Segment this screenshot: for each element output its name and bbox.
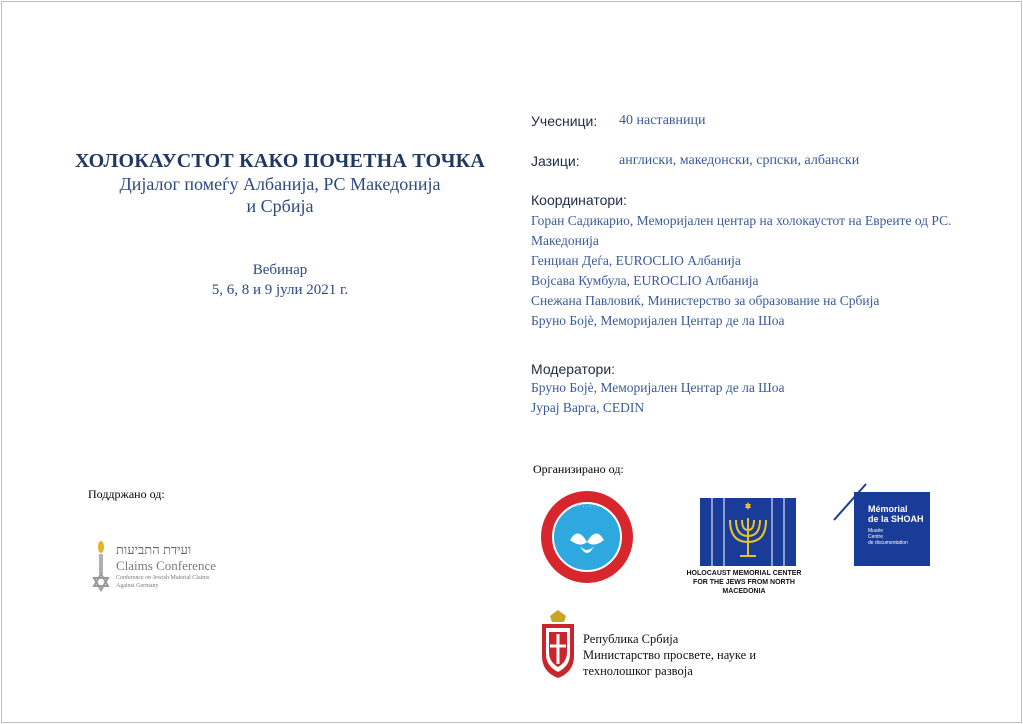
candle-star-icon (90, 540, 112, 596)
claims-name: Claims Conference (116, 558, 216, 573)
languages-row (531, 153, 860, 171)
doves-association-logo (540, 490, 634, 584)
coordinators-label: Координатори: (531, 192, 627, 208)
supported-by-label: Поддржано од: (88, 487, 165, 501)
memorial-line-4: Centre (868, 534, 884, 540)
claims-sub1: Conference on Jewish Material Claims (116, 575, 210, 581)
serbia-line-3: технолошког развоја (583, 664, 693, 678)
subtitle-line-2: и Србија (246, 196, 314, 216)
moderators-label: Модератори: (531, 361, 616, 377)
list-item: Снежана Павловиќ, Министерство за образование на Србија (531, 293, 880, 308)
memorial-line-5: de documentation (868, 540, 908, 546)
memorial-shoah-logo (854, 492, 930, 566)
memorial-line-2: de la SHOAH (868, 514, 924, 524)
event-block (160, 260, 400, 300)
event-type: Вебинар (252, 262, 308, 278)
claims-conference-logo (90, 540, 230, 600)
list-item: Бруно Бојè, Меморијален Центар де ла Шоа (531, 313, 785, 328)
claims-hebrew: ועידת התביעות (116, 542, 192, 557)
list-item: Горан Садикарио, Меморијален центар на холокаустот на Евреите од РС. (531, 213, 952, 228)
participants-label: Учесници: (531, 113, 598, 129)
memorial-line-3: Musée (868, 528, 884, 534)
hmc-caption (680, 569, 808, 596)
languages-label: Јазици: (531, 153, 580, 169)
claims-sub2: Against Germany (116, 583, 159, 589)
participants-row (531, 113, 706, 131)
languages-value: англиски, македонски, српски, албански (619, 153, 860, 168)
memorial-line-1: Mémorial (868, 504, 908, 514)
list-item: Македонија (531, 233, 599, 248)
serbia-ministry-text (583, 631, 756, 679)
doves-icon (540, 490, 634, 584)
holocaust-memorial-center-logo (700, 498, 796, 566)
menorah-icon (700, 498, 796, 566)
moderators-list (531, 378, 785, 418)
title-block (60, 150, 500, 217)
serbia-line-2: Министарство просвете, науке и (583, 648, 757, 662)
list-item: Генциан Деѓа, EUROCLIO Албанија (531, 253, 741, 268)
serbia-line-1: Република Србија (583, 632, 679, 646)
list-item: Јурај Варга, CEDIN (531, 400, 645, 415)
hmc-caption-line-3: MACEDONIA (722, 588, 766, 595)
list-item: Бруно Бојè, Меморијален Центар де ла Шоа (531, 380, 785, 395)
subtitle-line-1: Дијалог помеѓу Албанија, РС Македонија (119, 174, 441, 194)
participants-value: 40 наставници (619, 113, 706, 128)
list-item: Војсава Кумбула, EUROCLIO Албанија (531, 273, 759, 288)
page-title: ХОЛОКАУСТОТ КАКО ПОЧЕТНА ТОЧКА (75, 150, 485, 172)
serbia-coat-of-arms (540, 610, 576, 680)
organized-by-label: Организирано од: (533, 462, 624, 476)
page-frame (1, 1, 1022, 723)
svg-text:· · · · · · ·: · · · · · · · (575, 504, 599, 510)
coat-of-arms-icon (540, 610, 576, 680)
event-dates: 5, 6, 8 и 9 јули 2021 г. (211, 282, 349, 298)
hmc-caption-line-2: FOR THE JEWS FROM NORTH (693, 579, 795, 586)
hmc-caption-line-1: HOLOCAUST MEMORIAL CENTER (686, 570, 802, 577)
coordinators-list (531, 211, 951, 331)
